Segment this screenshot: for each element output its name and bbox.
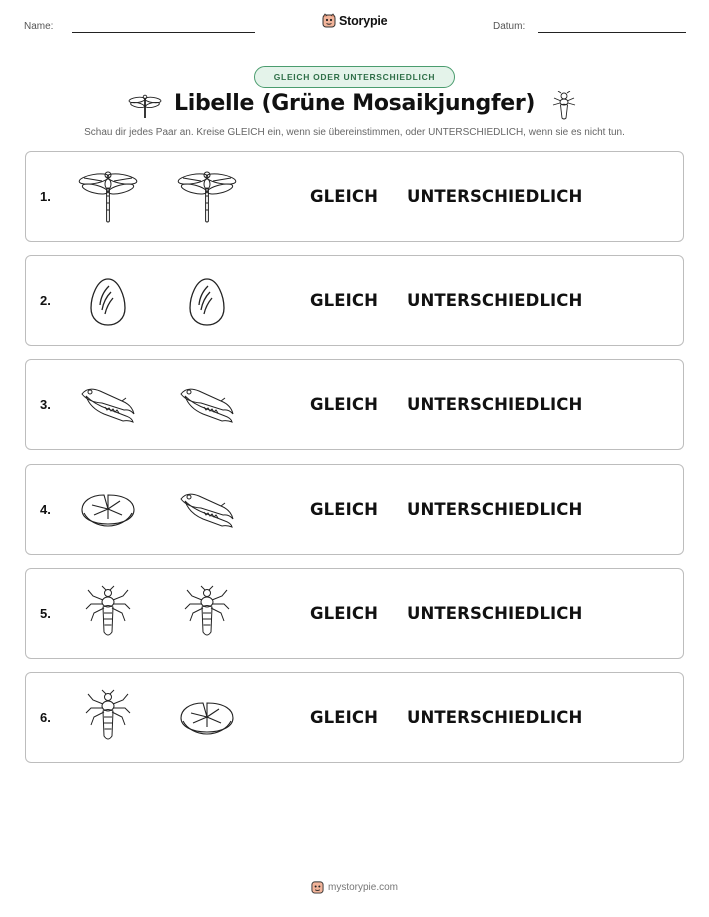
nymph-jaw-icon [177,481,237,539]
name-line[interactable] [72,32,255,33]
page-title: Libelle (Grüne Mosaikjungfer) [174,91,536,116]
egg-icon [177,272,237,330]
different-option[interactable]: UNTERSCHIEDLICH [407,604,583,623]
question-row [25,464,684,555]
egg-icon [78,272,138,330]
question-number: 1. [40,189,51,204]
date-label: Datum: [493,21,526,32]
storypie-mascot-icon [311,880,324,894]
title-row [0,91,709,123]
different-option[interactable]: UNTERSCHIEDLICH [407,187,583,206]
dragonfly-icon [78,168,138,226]
worksheet-type-badge: GLEICH ODER UNTERSCHIEDLICH [254,66,455,88]
nymph-jaw-icon [177,376,237,434]
question-row [25,568,684,659]
different-option[interactable]: UNTERSCHIEDLICH [407,395,583,414]
nymph-icon [78,689,138,747]
date-line[interactable] [538,32,686,33]
question-row [25,672,684,763]
nymph-icon [549,91,579,121]
different-option[interactable]: UNTERSCHIEDLICH [407,708,583,727]
question-row [25,359,684,450]
nymph-icon [177,585,237,643]
footer [0,880,709,894]
dragonfly-icon [128,93,162,119]
different-option[interactable]: UNTERSCHIEDLICH [407,291,583,310]
dragonfly-icon [177,168,237,226]
nymph-icon [78,585,138,643]
question-row [25,255,684,346]
brand-logo [322,13,387,28]
different-option[interactable]: UNTERSCHIEDLICH [407,500,583,519]
question-number: 5. [40,606,51,621]
question-number: 3. [40,397,51,412]
name-label: Name: [24,21,54,32]
question-row [25,151,684,242]
question-number: 2. [40,293,51,308]
same-option[interactable]: GLEICH [310,708,378,727]
same-option[interactable]: GLEICH [310,604,378,623]
instructions: Schau dir jedes Paar an. Kreise GLEICH ein, wenn sie übereinstimmen, oder UNTERSCHIEDLICH, wenn sie es nicht tun. [84,127,625,138]
question-number: 6. [40,710,51,725]
same-option[interactable]: GLEICH [310,291,378,310]
nymph-jaw-icon [78,376,138,434]
same-option[interactable]: GLEICH [310,187,378,206]
same-option[interactable]: GLEICH [310,395,378,414]
storypie-mascot-icon [322,13,336,28]
question-number: 4. [40,502,51,517]
same-option[interactable]: GLEICH [310,500,378,519]
brand-name: Storypie [339,13,388,28]
lily-pad-icon [177,689,237,747]
footer-url[interactable]: mystorypie.com [327,881,398,893]
lily-pad-icon [78,481,138,539]
